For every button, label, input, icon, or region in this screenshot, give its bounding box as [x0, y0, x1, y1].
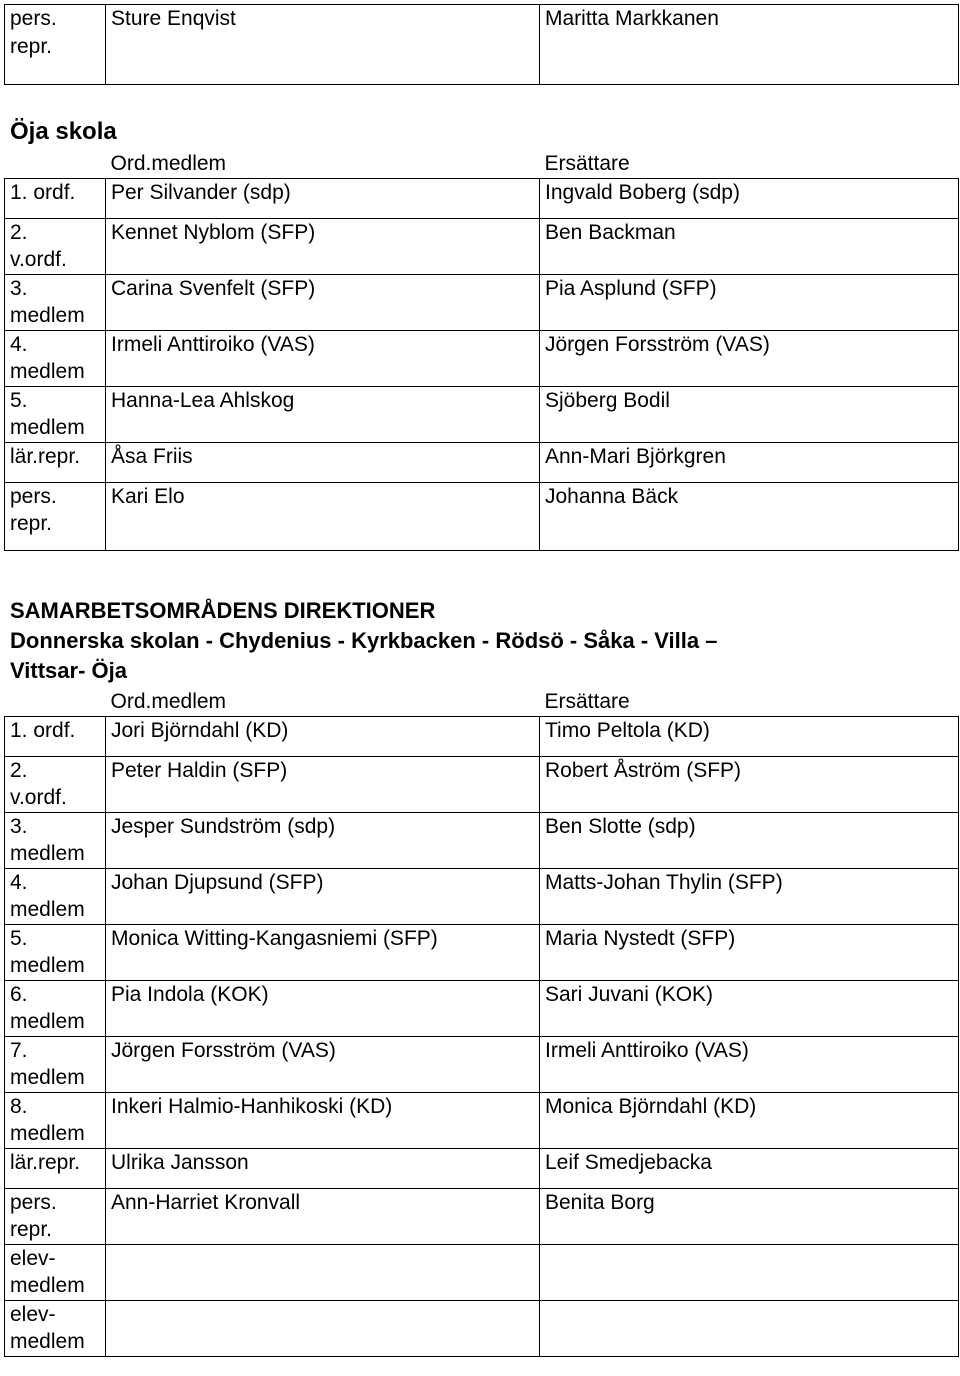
section1-body: [5, 178, 959, 550]
table-row: [5, 218, 959, 274]
role-cell: 1. ordf.: [5, 716, 106, 756]
member-cell: Kennet Nyblom (SFP): [106, 218, 540, 274]
header-blank: [5, 150, 106, 178]
header-member: Ord.medlem: [110, 152, 227, 175]
table-row: [5, 716, 959, 756]
table-row: [5, 330, 959, 386]
table-row: [5, 1092, 959, 1148]
substitute-cell: Sjöberg Bodil: [540, 386, 959, 442]
table-row: [5, 482, 959, 550]
table-row: [5, 274, 959, 330]
role-cell: 2. v.ordf.: [5, 218, 106, 274]
member-cell: Jesper Sundström (sdp): [106, 812, 540, 868]
role-cell: 3. medlem: [5, 274, 106, 330]
substitute-cell: Robert Åström (SFP): [540, 756, 959, 812]
role-cell: 4. medlem: [5, 868, 106, 924]
table-row: [5, 756, 959, 812]
table-row: [5, 1148, 959, 1188]
substitute-cell: Ben Slotte (sdp): [540, 812, 959, 868]
member-cell: Jori Björndahl (KD): [106, 716, 540, 756]
table-row: [5, 868, 959, 924]
role-cell: 1. ordf.: [5, 178, 106, 218]
member-cell: Kari Elo: [106, 482, 540, 550]
section-title: SAMARBETSOMRÅDENS DIREKTIONER: [10, 598, 436, 623]
role-cell: pers. repr.: [5, 1188, 106, 1244]
role-cell: pers. repr.: [5, 482, 106, 550]
member-cell: Peter Haldin (SFP): [106, 756, 540, 812]
substitute-cell: Leif Smedjebacka: [540, 1148, 959, 1188]
table-header: [5, 150, 959, 178]
member-cell: Irmeli Anttiroiko (VAS): [106, 330, 540, 386]
member-cell: Inkeri Halmio-Hanhikoski (KD): [106, 1092, 540, 1148]
role-cell: 2. v.ordf.: [5, 756, 106, 812]
substitute-cell: Ann-Mari Björkgren: [540, 442, 959, 482]
role-cell: 4. medlem: [5, 330, 106, 386]
substitute-cell: Matts-Johan Thylin (SFP): [540, 868, 959, 924]
header-blank: [5, 688, 106, 716]
substitute-cell: Sari Juvani (KOK): [540, 980, 959, 1036]
table-row: [5, 442, 959, 482]
substitute-cell: Monica Björndahl (KD): [540, 1092, 959, 1148]
section-subtitle: Donnerska skolan - Chydenius - Kyrkbacken - Rödsö - Såka - Villa –: [10, 628, 718, 653]
member-cell: Johan Djupsund (SFP): [106, 868, 540, 924]
table-row: [5, 178, 959, 218]
role-cell: lär.repr.: [5, 442, 106, 482]
member-cell: Sture Enqvist: [106, 5, 540, 85]
header-member: Ord.medlem: [110, 690, 227, 713]
table-row: [5, 1300, 959, 1356]
substitute-cell: Timo Peltola (KD): [540, 716, 959, 756]
member-cell: Monica Witting-Kangasniemi (SFP): [106, 924, 540, 980]
section-subtitle: Vittsar- Öja: [10, 658, 127, 683]
substitute-cell: Maritta Markkanen: [540, 5, 959, 85]
table-row: [5, 1244, 959, 1300]
role-cell: elev- medlem: [5, 1300, 106, 1356]
table-header: [5, 688, 959, 716]
member-cell: Ann-Harriet Kronvall: [106, 1188, 540, 1244]
substitute-cell: Ben Backman: [540, 218, 959, 274]
substitute-cell: [540, 1300, 959, 1356]
substitute-cell: Irmeli Anttiroiko (VAS): [540, 1036, 959, 1092]
member-cell: Pia Indola (KOK): [106, 980, 540, 1036]
role-cell: lär.repr.: [5, 1148, 106, 1188]
table-row: [5, 812, 959, 868]
table-row: [5, 980, 959, 1036]
substitute-cell: [540, 1244, 959, 1300]
section-title: Öja skola: [10, 118, 117, 145]
header-substitute: Ersättare: [544, 690, 630, 713]
table-row: [5, 1036, 959, 1092]
section1-table: [4, 150, 959, 551]
member-cell: Jörgen Forsström (VAS): [106, 1036, 540, 1092]
header-substitute: Ersättare: [544, 152, 630, 175]
top-table: [4, 4, 959, 85]
substitute-cell: Maria Nystedt (SFP): [540, 924, 959, 980]
member-cell: Hanna-Lea Ahlskog: [106, 386, 540, 442]
substitute-cell: Ingvald Boberg (sdp): [540, 178, 959, 218]
role-cell: 5. medlem: [5, 924, 106, 980]
section2-table: [4, 688, 959, 1357]
member-cell: Carina Svenfelt (SFP): [106, 274, 540, 330]
substitute-cell: Benita Borg: [540, 1188, 959, 1244]
role-cell: elev- medlem: [5, 1244, 106, 1300]
table-row: [5, 924, 959, 980]
role-cell: pers. repr.: [5, 5, 106, 85]
table-row: [5, 5, 959, 85]
role-cell: 7. medlem: [5, 1036, 106, 1092]
member-cell: Ulrika Jansson: [106, 1148, 540, 1188]
substitute-cell: Jörgen Forsström (VAS): [540, 330, 959, 386]
section2-heading: [10, 596, 717, 686]
table-row: [5, 1188, 959, 1244]
role-cell: 8. medlem: [5, 1092, 106, 1148]
section2-body: [5, 716, 959, 1356]
substitute-cell: Johanna Bäck: [540, 482, 959, 550]
substitute-cell: Pia Asplund (SFP): [540, 274, 959, 330]
member-cell: [106, 1300, 540, 1356]
role-cell: 6. medlem: [5, 980, 106, 1036]
table-row: [5, 386, 959, 442]
role-cell: 3. medlem: [5, 812, 106, 868]
role-cell: 5. medlem: [5, 386, 106, 442]
member-cell: Per Silvander (sdp): [106, 178, 540, 218]
member-cell: [106, 1244, 540, 1300]
member-cell: Åsa Friis: [106, 442, 540, 482]
